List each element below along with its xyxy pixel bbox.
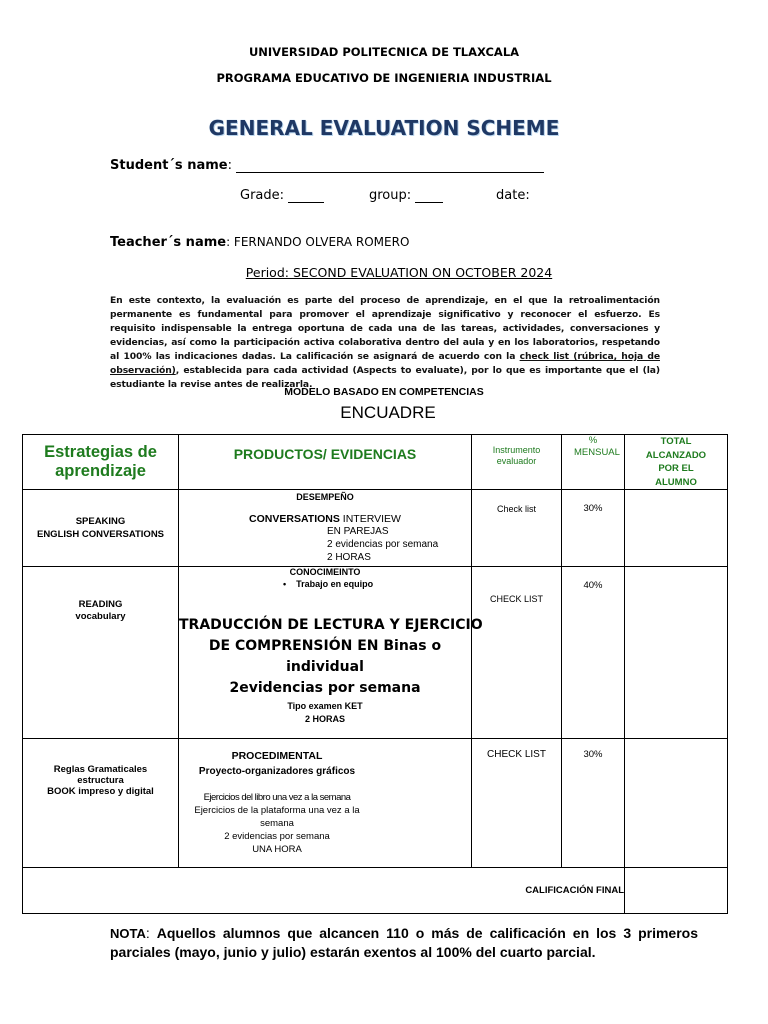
grade-field bbox=[240, 188, 324, 203]
row3-strategy: Reglas Gramaticales estructura BOOK impreso y digital bbox=[23, 739, 179, 868]
row3-instrument: CHECK LIST bbox=[472, 739, 562, 868]
document-title: GENERAL EVALUATION SCHEME bbox=[208, 116, 560, 140]
model-subtitle: MODELO BASADO EN COMPETENCIAS bbox=[284, 386, 484, 398]
row1-products: DESEMPEÑO CONVERSATIONS INTERVIEW EN PAREJAS 2 evidencias por semana 2 HORAS bbox=[179, 490, 472, 567]
teacher-row bbox=[110, 235, 409, 250]
row1-instrument: Check list bbox=[472, 490, 562, 567]
group-blank[interactable] bbox=[415, 188, 443, 203]
intro-emphasis: check list (rúbrica, hoja de observación) bbox=[110, 351, 660, 376]
nota-paragraph: NOTA: Aquellos alumnos que alcancen 110 o más de calificación en los 3 primeros parciales (mayo, junio y julio) estarán exentos al 100% del cuarto parcial. bbox=[110, 925, 699, 960]
row3-total[interactable] bbox=[625, 739, 728, 868]
intro-text-1: En este contexto, la evaluación es parte del proceso de aprendizaje, en el que la retroalimentación permanente es fundamental para promover el aprendizaje significativo y reconocer el esfuerzo. Es requisito indispensable la entrega oportuna de cada una de las tareas, actividades, conversaciones y evidencias, así como la participación activa colaborativa dentro del aula y en los laboratorios, respetando al 100% las indicaciones dadas. La calificación se asignará de acuerdo con la bbox=[110, 295, 660, 362]
teacher-name: : FERNANDO OLVERA ROMERO bbox=[226, 235, 410, 249]
final-grade-label: CALIFICACIÓN FINAL bbox=[525, 885, 624, 896]
group-label: group: bbox=[369, 188, 412, 203]
row1-strategy: SPEAKING ENGLISH CONVERSATIONS bbox=[23, 490, 179, 567]
row2-percent: 40% bbox=[562, 567, 625, 739]
table-header-row bbox=[23, 435, 728, 490]
table-row bbox=[23, 739, 728, 868]
row2-strategy: READING vocabulary bbox=[23, 567, 179, 739]
header-strategies: Estrategias de aprendizaje bbox=[23, 435, 179, 490]
header-total: TOTAL ALCANZADO POR EL ALUMNO bbox=[625, 435, 728, 490]
header-instrument: Instrumento evaluador bbox=[472, 435, 562, 490]
final-row bbox=[23, 868, 728, 914]
period-line: Period: SECOND EVALUATION ON OCTOBER 2024 bbox=[245, 265, 553, 280]
encuadre-heading: ENCUADRE bbox=[340, 403, 436, 422]
row2-instrument: CHECK LIST bbox=[472, 567, 562, 739]
evaluation-table bbox=[22, 434, 728, 914]
header-products: PRODUCTOS/ EVIDENCIAS bbox=[179, 435, 472, 490]
student-name-row: Student´s name: bbox=[110, 158, 544, 173]
row2-total[interactable] bbox=[625, 567, 728, 739]
student-name-blank[interactable] bbox=[236, 158, 544, 173]
teacher-label: Teacher´s name bbox=[110, 235, 227, 250]
group-field bbox=[369, 188, 443, 203]
row2-products: CONOCIMEINTO • Trabajo en equipo TRADUCCIÓN DE LECTURA Y EJERCICIO DE COMPRENSIÓN EN Binas o individual 2evidencias por semana Tipo examen KET 2 HORAS bbox=[179, 567, 472, 739]
program-name: PROGRAMA EDUCATIVO DE INGENIERIA INDUSTRIAL bbox=[216, 71, 552, 85]
nota-label: NOTA bbox=[110, 926, 146, 941]
row1-total[interactable] bbox=[625, 490, 728, 567]
header-percent: % MENSUAL bbox=[562, 435, 625, 490]
intro-text-2: , establecida para cada actividad (Aspects to evaluate), por lo que es importante que el (la) estudiante la revise antes de realizarla. bbox=[110, 365, 660, 390]
student-name-label: Student´s name bbox=[110, 158, 228, 173]
date-label: date: bbox=[496, 188, 530, 203]
grade-label: Grade: bbox=[240, 188, 285, 203]
row3-percent: 30% bbox=[562, 739, 625, 868]
grade-blank[interactable] bbox=[288, 188, 324, 203]
final-grade-value[interactable] bbox=[625, 868, 728, 914]
intro-paragraph bbox=[110, 294, 660, 392]
table-row bbox=[23, 490, 728, 567]
row3-products: PROCEDIMENTAL Proyecto-organizadores gráficos Ejercicios del libro una vez a la semana Ejercicios de la plataforma una vez a la semana 2 evidencias por semana UNA HORA bbox=[179, 739, 472, 868]
university-name: UNIVERSIDAD POLITECNICA DE TLAXCALA bbox=[248, 45, 520, 59]
final-label-cell bbox=[23, 868, 625, 914]
row1-percent: 30% bbox=[562, 490, 625, 567]
table-row bbox=[23, 567, 728, 739]
nota-text: Aquellos alumnos que alcancen 110 o más de calificación en los 3 primeros parciales (mayo, junio y julio) estarán exentos al 100% del cuarto parcial. bbox=[110, 925, 699, 960]
